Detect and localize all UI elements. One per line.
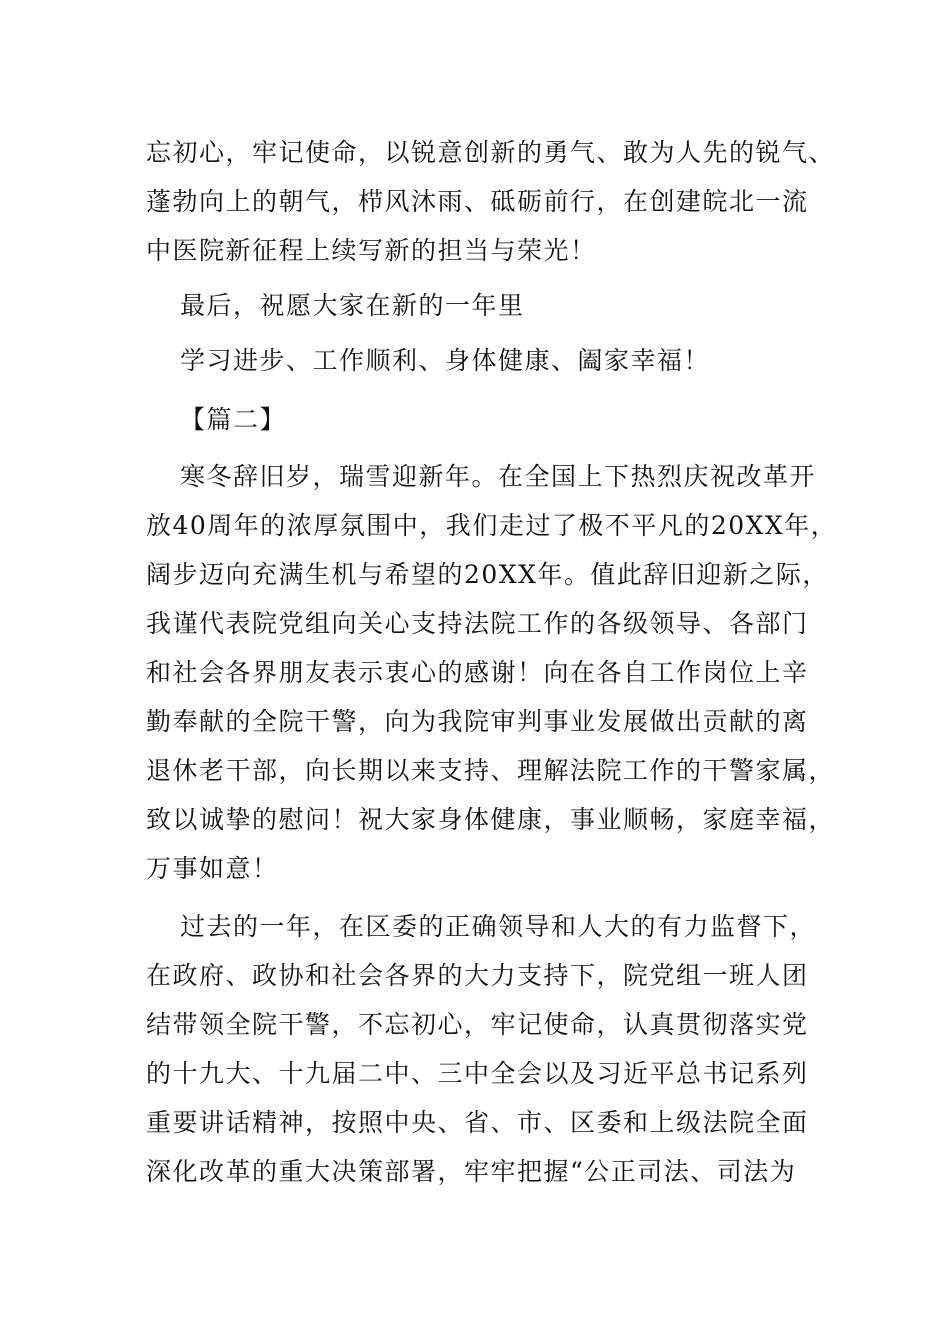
text-line: 我谨代表院党组向关心支持法院工作的各级领导、各部门 bbox=[146, 609, 809, 638]
text-line: 深化改革的重大决策部署，牢牢把握“公正司法、司法为 bbox=[146, 1157, 797, 1186]
text-line: 的十九大、十九届二中、三中全会以及习近平总书记系列 bbox=[146, 1059, 809, 1088]
text-line: 过去的一年，在区委的正确领导和人大的有力监督下， bbox=[180, 912, 817, 941]
text-line: 和社会各界朋友表示衷心的感谢！向在各自工作岗位上辛 bbox=[146, 658, 809, 687]
text-line: 最后，祝愿大家在新的一年里 bbox=[180, 291, 525, 320]
text-line: 万事如意！ bbox=[146, 854, 279, 883]
text-line: 勤奉献的全院干警，向为我院审判事业发展做出贡献的离 bbox=[146, 707, 809, 736]
text-line: 学习进步、工作顺利、身体健康、阖家幸福！ bbox=[180, 346, 711, 375]
text-line: 寒冬辞旧岁，瑞雪迎新年。在全国上下热烈庆祝改革开 bbox=[180, 462, 817, 491]
text-line: 中医院新征程上续写新的担当与荣光！ bbox=[146, 236, 597, 265]
text-line: 阔步迈向充满生机与希望的20XX年。值此辞旧迎新之际， bbox=[146, 560, 829, 589]
text-line: 在政府、政协和社会各界的大力支持下，院党组一班人团 bbox=[146, 961, 809, 990]
text-line: 结带领全院干警，不忘初心，牢记使命，认真贯彻落实党 bbox=[146, 1010, 809, 1039]
text-line: 退休老干部，向长期以来支持、理解法院工作的干警家属， bbox=[146, 756, 836, 785]
section-heading: 【篇二】 bbox=[180, 405, 287, 434]
text-line: 致以诚挚的慰问！祝大家身体健康，事业顺畅，家庭幸福， bbox=[146, 805, 836, 834]
text-line: 放40周年的浓厚氛围中，我们走过了极不平凡的20XX年， bbox=[146, 511, 838, 540]
text-line: 蓬勃向上的朝气，栉风沐雨、砥砺前行，在创建皖北一流 bbox=[146, 187, 809, 216]
text-line: 忘初心，牢记使命，以锐意创新的勇气、敢为人先的锐气、 bbox=[146, 138, 836, 167]
text-line: 重要讲话精神，按照中央、省、市、区委和上级法院全面 bbox=[146, 1108, 809, 1137]
